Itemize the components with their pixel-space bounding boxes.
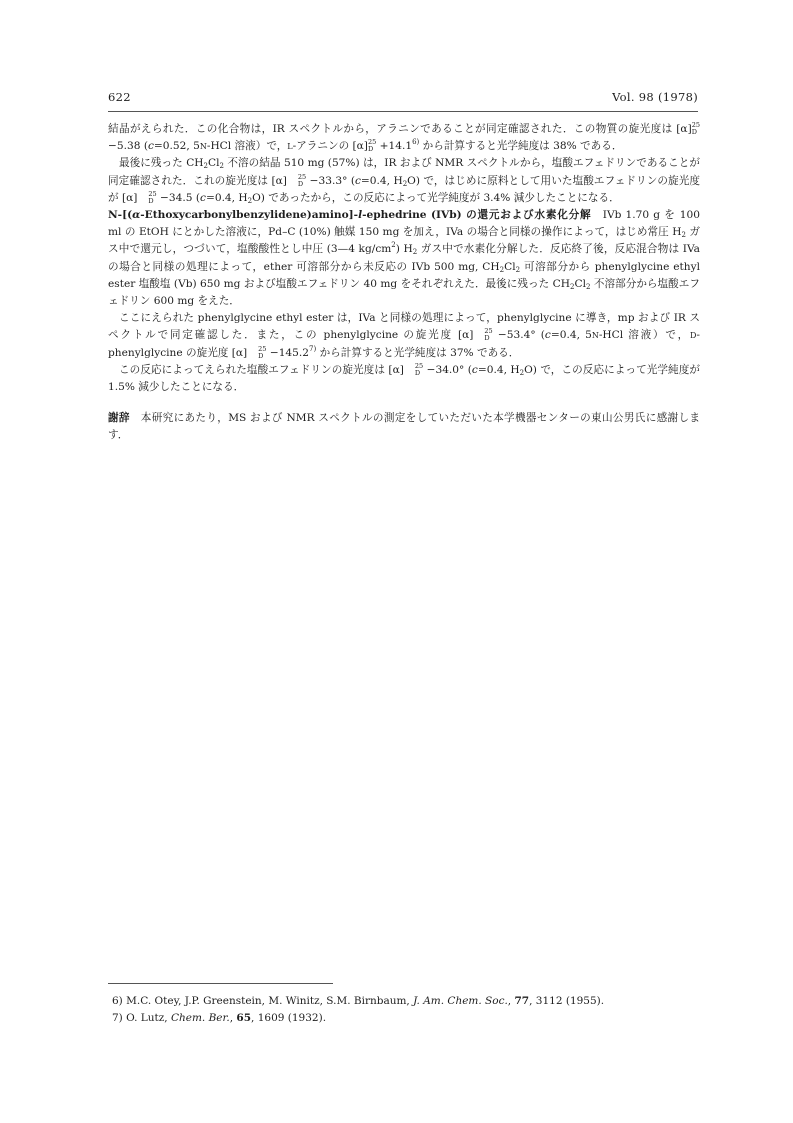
paragraph-ivb-reduction: N-[(α-Ethoxycarbonylbenzylidene)amino]-l-ephedrine (IVb) の還元および水素化分解 IVb 1.70 g を 100 ml の EtOH にとかした溶液に，Pd–C (10%) 触媒 150 mg を加え，IVa の場合と同様の操作によって，はじめ常圧 $H_2$ ガス中で還元し，つづいて，塩酸酸性とし中圧 (3—4 $kg/cm^2$) $H_2$ ガス中で水素化分解した．反応終了後，反応混合物は IVa の場合と同様の処理によって，ether 可溶部分から未反応の IVb 500 mg, $CH_2Cl_2$ 可溶部分から phenylglycine ethyl ester 塩酸塩 (Vb) 650 mg および塩酸エフェドリン 40 mg をそれぞれえた．最後に残った $CH_2Cl_2$ 不溶部分から塩酸エフェドリン 600 mg をえた． (108, 209, 701, 308)
acknowledgement-label: 謝辞 (108, 412, 130, 425)
page-header (108, 90, 698, 110)
footnote-7: 7) O. Lutz, Chem. Ber., 65, 1609 (1932). (112, 1012, 327, 1024)
paragraph-phenylglycine: ここにえられた phenylglycine ethyl ester は，IVa と同様の処理によって，phenylglycine に導き，mp および IR スペクトルで同定確認した．また，この phenylglycine の旋光度 [α] 25 D −53.4° (c=0.4, 5N-HCl 溶液）で，D-phenylglycine の旋光度 [α] 25 D $-145.2^{7)}$ から計算すると光学純度は 37% である． (108, 312, 700, 360)
ref-6: 6) (412, 138, 420, 147)
paragraph-optical-purity: この反応によってえられた塩酸エフェドリンの旋光度は [α] 25 D −34.0° (c=0.4, $H_2O$) で，この反応によって光学純度が 1.5% 減少したことになる． (108, 361, 700, 394)
footnotes (112, 993, 692, 1027)
header-rule (108, 111, 698, 112)
page-number: 622 (108, 90, 131, 104)
acknowledgement: 謝辞 本研究にあたり，MS および NMR スペクトルの測定をしていただいた本学機器センターの東山公男氏に感謝します． (108, 412, 701, 442)
volume-label: Vol. 98 (1978) (612, 90, 698, 104)
footnote-rule (108, 983, 333, 984)
article-body (108, 121, 700, 445)
footnote-6: 6) M.C. Otey, J.P. Greenstein, M. Winitz, S.M. Birnbaum, J. Am. Chem. Soc., 77, 3112 (1955). (112, 995, 605, 1007)
ref-7: 7) (309, 344, 317, 353)
paragraph-ephedrine-residue: 最後に残った $CH_2Cl_2$ 不溶の結晶 510 mg (57%) は，IR および NMR スペクトルから，塩酸エフェドリンであることが同定確認された．これの旋光度は [α] 25 D −33.3° (c=0.4, $H_2O$) で，はじめに原料として用いた塩酸エフェドリンの旋光度が [α] 25 D −34.5 (c=0.4, $H_2O$) であったから，この反応によって光学純度が 3.4% 減少したことになる． (108, 157, 700, 205)
section-heading: N-[(α-Ethoxycarbonylbenzylidene)amino]-l-ephedrine (IVb) の還元および水素化分解 (108, 209, 592, 222)
paragraph-alanine: 結晶がえられた．この化合物は，IR スペクトルから，アラニンであることが同定確認された．この物質の旋光度は [α] 25 D −5.38 (c=0.52, 5N-HCl 溶液）で，L-アラニンの [α] 25 D $+14.1^{6)}$ から計算すると光学純度は 38% である． (108, 121, 700, 154)
